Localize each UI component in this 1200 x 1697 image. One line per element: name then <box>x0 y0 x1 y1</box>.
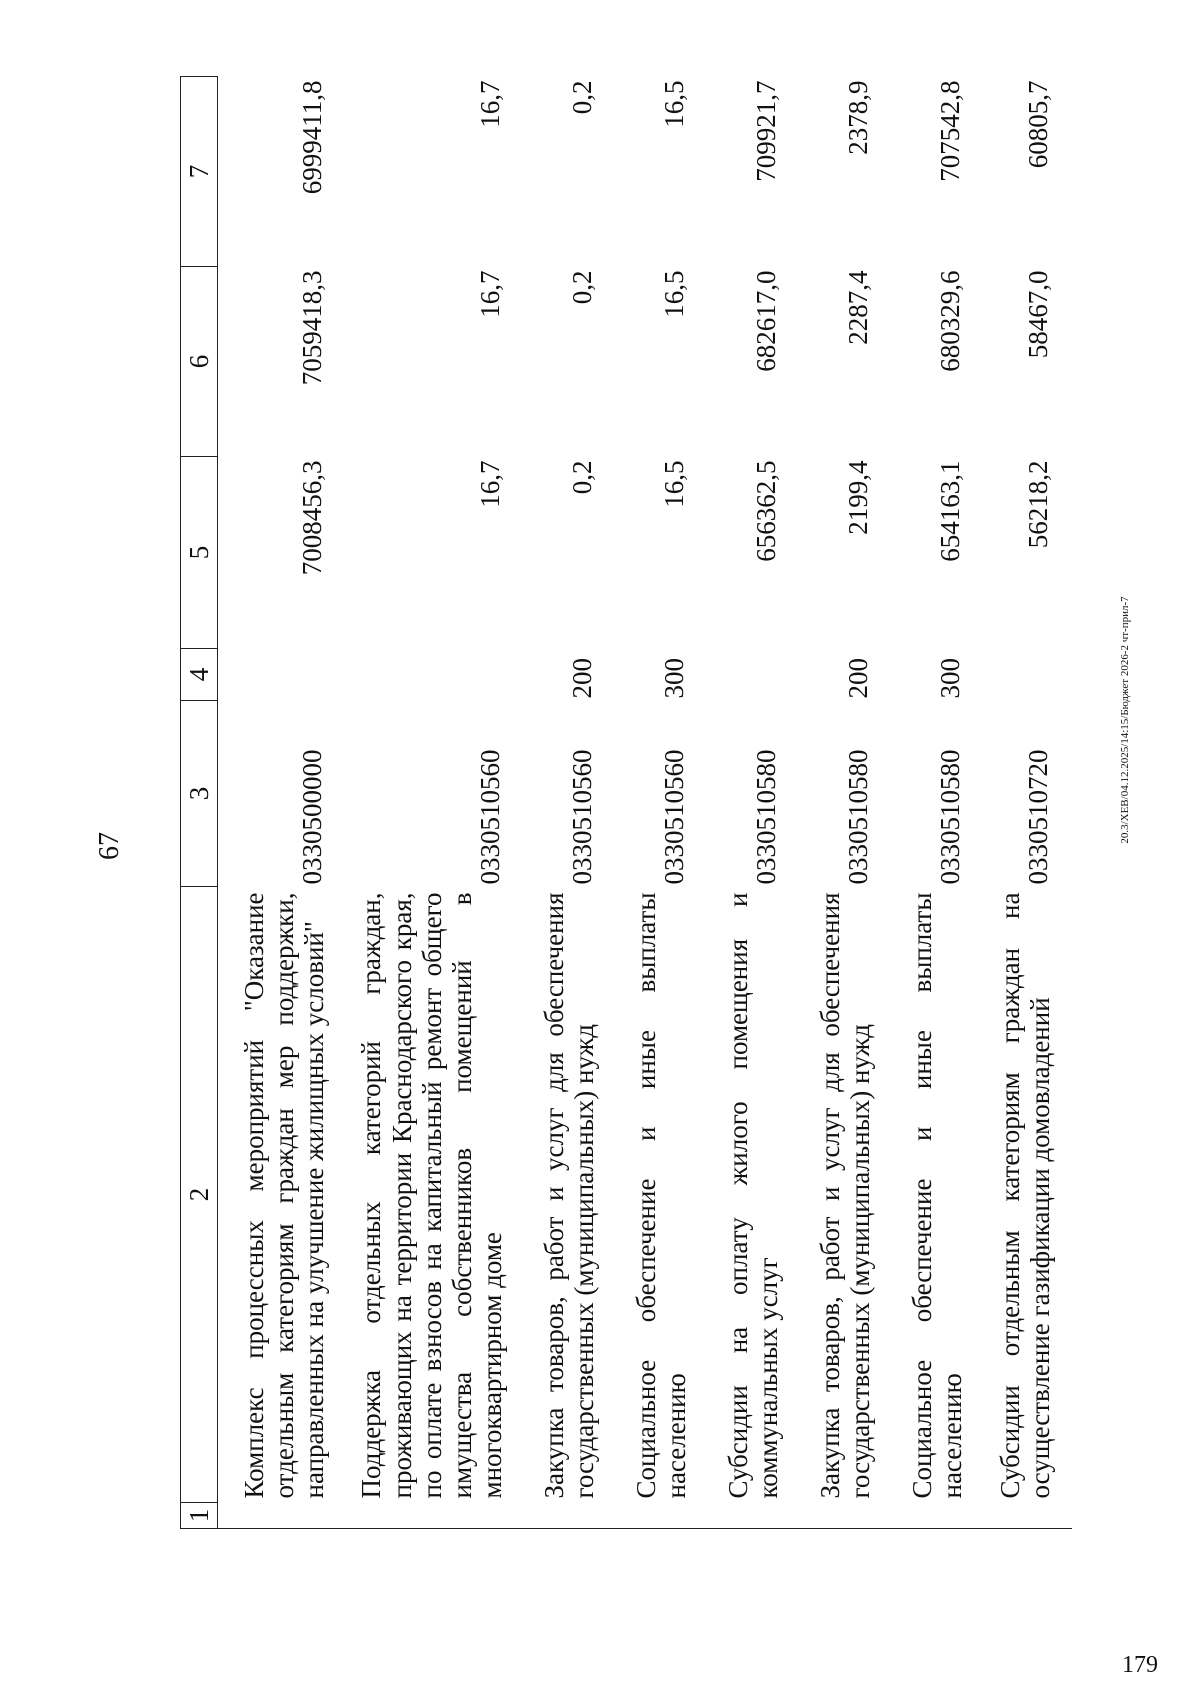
row-index-cell <box>892 1503 984 1529</box>
row-value-7: 0,2 <box>567 80 598 115</box>
row-kind: 200 <box>843 658 874 699</box>
row-name: Закупка товаров, работ и услуг для обеспечения государственных (муниципальных) нужд <box>815 892 876 1499</box>
row-kind: 200 <box>567 658 598 699</box>
row-name: Закупка товаров, работ и услуг для обеспечения государственных (муниципальных) нужд <box>539 892 600 1499</box>
row-value-6: 7059418,3 <box>297 270 328 386</box>
row-value-5: 7008456,3 <box>297 460 328 576</box>
row-index-cell <box>616 1503 708 1529</box>
row-code: 0330510560 <box>475 749 506 885</box>
table-row <box>708 77 800 1529</box>
row-code: 0330510580 <box>751 749 782 885</box>
row-kind: 300 <box>935 658 966 699</box>
row-value-5: 656362,5 <box>751 460 782 562</box>
row-value-5: 16,7 <box>475 460 506 508</box>
document-stamp: 20.3/ХЕВ/04.12.2025/14:15/Бюджет 2026-2 чт-прил-7 <box>1119 596 1131 844</box>
row-index-cell <box>524 1503 616 1529</box>
row-kind <box>346 649 524 701</box>
row-value-7: 16,5 <box>659 80 690 128</box>
row-value-7: 707542,8 <box>935 80 966 182</box>
row-value-5: 16,5 <box>659 460 690 508</box>
row-value-7: 2378,9 <box>843 80 874 155</box>
table-row <box>616 77 708 1529</box>
row-kind <box>218 649 346 701</box>
row-code: 0330510560 <box>567 749 598 885</box>
page-number: 67 <box>94 832 125 860</box>
row-code: 0330510720 <box>1023 749 1054 885</box>
row-kind <box>984 649 1072 701</box>
row-value-7: 16,7 <box>475 80 506 128</box>
header-col-5: 5 <box>181 457 218 649</box>
table-row <box>524 77 616 1529</box>
table-row <box>892 77 984 1529</box>
row-name: Субсидии отдельным категориям граждан на осуществление газификации домовладений <box>995 892 1056 1499</box>
row-index-cell <box>708 1503 800 1529</box>
sheet-number: 179 <box>1122 1652 1158 1678</box>
header-col-4: 4 <box>181 649 218 701</box>
header-col-7: 7 <box>181 77 218 267</box>
row-value-7: 709921,7 <box>751 80 782 182</box>
row-index-cell <box>218 1503 346 1529</box>
header-col-2: 2 <box>181 887 218 1503</box>
row-value-5: 654163,1 <box>935 460 966 562</box>
row-code: 0330510580 <box>843 749 874 885</box>
row-name: Социальное обеспечение и иные выплаты населению <box>631 892 692 1499</box>
header-col-6: 6 <box>181 267 218 457</box>
row-name: Поддержка отдельных категорий граждан, проживающих на территории Краснодарского края, по оплате взносов на капитальный ремонт общего имущества собственников помещений в многоквартирном доме <box>356 892 508 1499</box>
header-row <box>181 77 218 1529</box>
row-index-cell <box>346 1503 524 1529</box>
budget-table-rotated <box>180 77 1056 1529</box>
budget-table <box>180 76 1072 1529</box>
row-value-6: 680329,6 <box>935 270 966 372</box>
table-row <box>800 77 892 1529</box>
table-row <box>218 77 346 1529</box>
header-col-1: 1 <box>181 1503 218 1529</box>
row-value-5: 2199,4 <box>843 460 874 535</box>
row-value-7: 6999411,8 <box>297 80 328 195</box>
row-index-cell <box>984 1503 1072 1529</box>
row-code: 0330500000 <box>297 749 328 885</box>
row-index-cell <box>800 1503 892 1529</box>
row-code: 0330510560 <box>659 749 690 885</box>
row-kind: 300 <box>659 658 690 699</box>
row-value-6: 58467,0 <box>1023 270 1054 359</box>
row-value-6: 2287,4 <box>843 270 874 345</box>
row-value-7: 60805,7 <box>1023 80 1054 169</box>
row-value-6: 16,5 <box>659 270 690 318</box>
table-row <box>984 77 1072 1529</box>
row-code: 0330510580 <box>935 749 966 885</box>
row-kind <box>708 649 800 701</box>
row-name: Субсидии на оплату жилого помещения и коммунальных услуг <box>723 892 784 1499</box>
row-value-6: 16,7 <box>475 270 506 318</box>
header-col-3: 3 <box>181 701 218 887</box>
row-value-6: 682617,0 <box>751 270 782 372</box>
row-value-6: 0,2 <box>567 270 598 305</box>
row-value-5: 0,2 <box>567 460 598 495</box>
row-value-5: 56218,2 <box>1023 460 1054 549</box>
table-row <box>346 77 524 1529</box>
row-name: Комплекс процессных мероприятий "Оказание отдельным категориям граждан мер поддержки, направленных на улучшение жилищных условий" <box>238 892 330 1499</box>
row-name: Социальное обеспечение и иные выплаты населению <box>907 892 968 1499</box>
